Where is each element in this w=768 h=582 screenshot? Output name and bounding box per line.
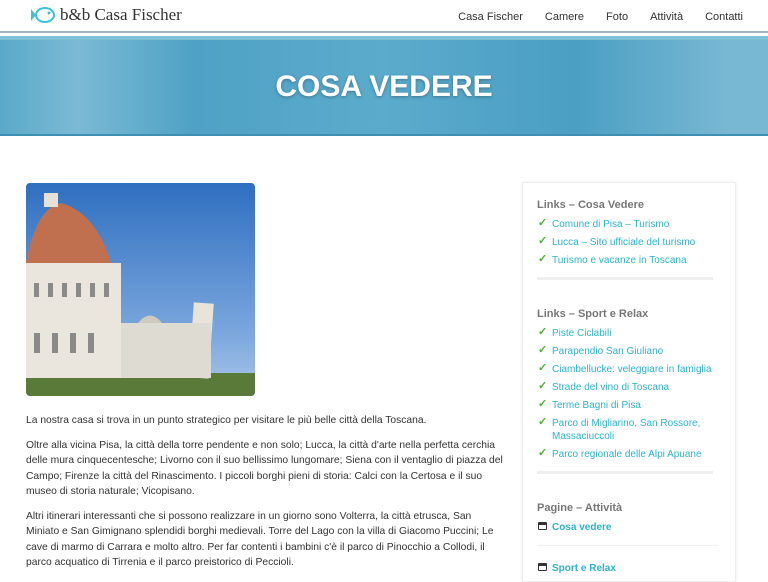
links-cosa-vedere-list (537, 216, 721, 270)
site-header (0, 0, 768, 33)
link-label[interactable]: Parco di Migliarino, San Rossore, Massaciuccoli (552, 418, 701, 442)
page-item[interactable] (537, 560, 721, 578)
link-label[interactable]: Parco regionale delle Alpi Apuane (552, 449, 702, 460)
pagine-list-more (537, 560, 721, 578)
links-cosa-vedere-title: Links – Cosa Vedere (537, 199, 644, 211)
check-icon: ✓ (538, 326, 548, 338)
page-label[interactable]: Cosa vedere (552, 522, 612, 533)
pisa-baptistery-image (26, 183, 255, 396)
page-item[interactable] (537, 519, 721, 537)
site-name: b&b Casa Fischer (60, 5, 182, 24)
divider (537, 471, 713, 474)
page-label[interactable]: Sport e Relax (552, 563, 616, 574)
link-item[interactable] (537, 252, 721, 270)
main-nav (458, 11, 743, 23)
link-label[interactable]: Piste Ciclabili (552, 328, 612, 339)
check-icon: ✓ (538, 380, 548, 392)
check-icon: ✓ (538, 235, 548, 247)
itineraries-paragraph: Altri itinerari interessanti che si possono realizzare in un giorno sono Volterra, la città etrusca, San Miniato e San Gimignano splendidi borghi medievali. Torre del Lago con la villa di Giacomo Puccini; Le cave di marmo di Carrara e molto altro. Per far contenti i bambini c'è il parco di Pinocchio a Collodi, il parco acquatico di Tirrenia e il parco preistorico di Peccioli. (26, 510, 494, 568)
link-label[interactable]: Ciambellucke: veleggiare in famiglia (552, 364, 712, 375)
check-icon: ✓ (538, 362, 548, 374)
check-icon: ✓ (538, 416, 548, 428)
check-icon: ✓ (538, 253, 548, 265)
link-label[interactable]: Terme Bagni di Pisa (552, 400, 641, 411)
link-item[interactable] (537, 361, 721, 379)
check-icon: ✓ (538, 217, 548, 229)
link-item[interactable] (537, 415, 721, 446)
link-label[interactable]: Comune di Pisa – Turismo (552, 219, 670, 230)
pagine-list (537, 519, 721, 537)
link-label[interactable]: Strade del vino di Toscana (552, 382, 670, 393)
divider (537, 277, 713, 280)
link-item[interactable] (537, 397, 721, 415)
link-item[interactable] (537, 325, 721, 343)
link-label[interactable]: Turismo e vacanze in Toscana (552, 255, 687, 266)
page-banner (0, 36, 768, 136)
calendar-icon (538, 563, 547, 571)
nav-foto[interactable]: Foto (606, 11, 629, 23)
calendar-icon (538, 522, 547, 530)
link-item[interactable] (537, 234, 721, 252)
page-title: COSA VEDERE (275, 70, 493, 103)
nav-casa-fischer[interactable]: Casa Fischer (458, 11, 523, 23)
nav-camere[interactable]: Camere (544, 11, 585, 23)
link-item[interactable] (537, 379, 721, 397)
check-icon: ✓ (538, 398, 548, 410)
links-sport-title: Links – Sport e Relax (537, 308, 649, 320)
pisa-photo (26, 183, 255, 396)
pagine-attivita-title: Pagine – Attività (537, 502, 623, 514)
fish-logo-icon (30, 4, 56, 26)
check-icon: ✓ (538, 447, 548, 459)
links-sport-list (537, 325, 721, 464)
link-label[interactable]: Parapendio San Giuliano (552, 346, 664, 357)
intro-paragraph: La nostra casa si trova in un punto strategico per visitare le più belle città della Toscana. (26, 415, 427, 426)
cities-paragraph: Oltre alla vicina Pisa, la città della torre pendente e non solo; Lucca, la città d'arte nella perfetta cerchia delle mura cinquecentesche; Livorno con il suo bellissimo lungomare; Siena con il ventaglio di piazza del Campo; Firenze la città del Rinascimento. I piccoli borghi pieni di storia: Calci con la Certosa e il suo museo di storia naturale; Vicopisano. (26, 439, 503, 497)
sidebar (522, 182, 736, 582)
nav-attivita[interactable]: Attività (650, 11, 684, 23)
check-icon: ✓ (538, 344, 548, 356)
link-item[interactable] (537, 216, 721, 234)
site-logo[interactable] (30, 4, 182, 26)
divider (537, 545, 719, 546)
nav-contatti[interactable]: Contatti (705, 11, 743, 23)
link-label[interactable]: Lucca – Sito ufficiale del turismo (552, 237, 696, 248)
link-item[interactable] (537, 446, 721, 464)
link-item[interactable] (537, 343, 721, 361)
main-content (26, 413, 506, 580)
